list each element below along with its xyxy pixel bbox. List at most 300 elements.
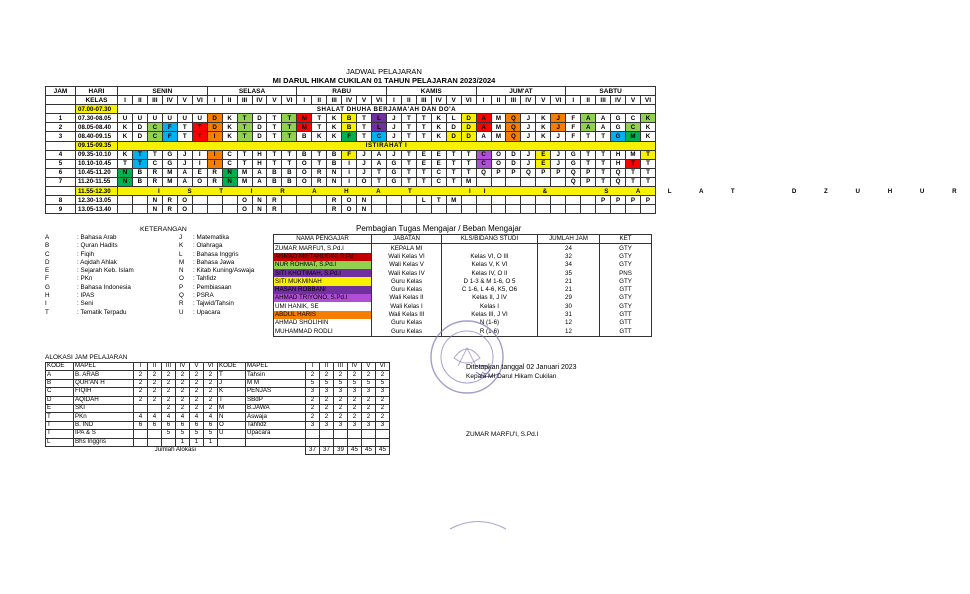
schedule-cell [536, 177, 551, 186]
alokasi-cell: 2 [348, 413, 362, 421]
alokasi-cell: B. IND [74, 421, 134, 429]
alokasi-table [45, 362, 390, 455]
beban-header: JABATAN [372, 235, 442, 244]
jam-number: 3 [46, 132, 76, 141]
schedule-cell: E [431, 150, 446, 159]
schedule-cell: K [312, 132, 327, 141]
teacher-classes: Kelas IV, O II [442, 269, 538, 277]
schedule-cell: T [416, 114, 431, 123]
schedule-cell: R [162, 205, 177, 214]
schedule-cell: B [342, 114, 357, 123]
alokasi-cell: Aswaja [246, 413, 306, 421]
kelas-label: V [536, 96, 551, 105]
alokasi-cell: 3 [348, 421, 362, 429]
keterangan-row [45, 275, 254, 283]
schedule-cell: T [401, 132, 416, 141]
schedule-cell: M [461, 177, 476, 186]
teacher-hours: 29 [538, 294, 600, 302]
schedule-cell: J [521, 150, 536, 159]
schedule-cell: R [147, 168, 162, 177]
alokasi-cell: 2 [204, 388, 218, 396]
schedule-cell: O [357, 177, 372, 186]
alokasi-cell: D [46, 396, 74, 404]
alokasi-cell: T [46, 413, 74, 421]
alokasi-cell: 2 [148, 388, 162, 396]
schedule-cell: F [162, 132, 177, 141]
schedule-cell [640, 205, 655, 214]
schedule-cell: J [386, 132, 401, 141]
teacher-classes [442, 244, 538, 253]
alokasi-cell: T [46, 430, 74, 438]
teacher-classes: Kelas I [442, 302, 538, 310]
alokasi-cell: 2 [162, 371, 176, 379]
schedule-cell: C [147, 123, 162, 132]
alokasi-cell [162, 438, 176, 446]
alokasi-cell: 2 [134, 379, 148, 387]
schedule-cell: B [297, 150, 312, 159]
alokasi-cell: 2 [334, 413, 348, 421]
teacher-role: Wali Kelas II [372, 294, 442, 302]
schedule-cell: M [491, 123, 506, 132]
schedule-cell: K [222, 114, 237, 123]
alokasi-cell: PKn [74, 413, 134, 421]
schedule-cell: T [431, 196, 446, 205]
alokasi-cell: 3 [320, 388, 334, 396]
keterangan-subject: : Bahasa Inggris [193, 250, 239, 258]
keterangan-subject: : Tajwid/Tahsin [193, 300, 234, 308]
alokasi-cell: T [46, 421, 74, 429]
schedule-cell: O [237, 196, 252, 205]
keterangan-code: B [45, 242, 50, 250]
alokasi-cell: 5 [348, 379, 362, 387]
alokasi-header: IV [348, 363, 362, 371]
alokasi-cell: 2 [376, 413, 390, 421]
schedule-cell: P [596, 196, 611, 205]
header-day: SENIN [118, 87, 208, 96]
schedule-cell: J [386, 123, 401, 132]
alokasi-cell: 2 [204, 404, 218, 412]
teacher-name: HASAN ROBBANI [274, 286, 372, 294]
page-title: JADWAL PELAJARAN [346, 67, 422, 76]
alokasi-cell: 3 [334, 421, 348, 429]
jam-number: 1 [46, 114, 76, 123]
keterangan-row [45, 242, 254, 250]
schedule-cell: T [237, 123, 252, 132]
alokasi-cell: 2 [162, 396, 176, 404]
alokasi-cell: N [218, 413, 246, 421]
schedule-cell: C [372, 132, 387, 141]
alokasi-header: KODE [218, 363, 246, 371]
keterangan-code: R [179, 300, 184, 308]
alokasi-cell: 6 [204, 421, 218, 429]
alokasi-total-label: Jumlah Alokasi [154, 446, 196, 454]
schedule-cell [551, 196, 566, 205]
schedule-cell: L [446, 114, 461, 123]
schedule-cell: T [581, 150, 596, 159]
schedule-cell: T [640, 168, 655, 177]
schedule-cell [431, 205, 446, 214]
alokasi-cell: 5 [190, 430, 204, 438]
alokasi-cell: 2 [190, 371, 204, 379]
alokasi-cell: 2 [134, 388, 148, 396]
schedule-cell: J [521, 123, 536, 132]
alokasi-cell [348, 430, 362, 438]
teacher-role: Wali Kelas IV [372, 269, 442, 277]
schedule-cell [118, 196, 133, 205]
schedule-cell: T [267, 150, 282, 159]
alokasi-cell: 2 [190, 379, 204, 387]
teacher-role: Guru Kelas [372, 277, 442, 285]
schedule-cell: F [566, 132, 581, 141]
schedule-cell: B [327, 150, 342, 159]
schedule-cell: B [282, 177, 297, 186]
schedule-cell: T [461, 159, 476, 168]
schedule-cell: E [536, 150, 551, 159]
schedule-cell: F [566, 123, 581, 132]
keterangan-subject: : Kitab Kuning/Aswaja [193, 267, 255, 275]
schedule-cell: H [611, 150, 626, 159]
schedule-cell [521, 177, 536, 186]
schedule-cell: T [446, 159, 461, 168]
time-range: 09.15-09.35 [76, 141, 118, 150]
alokasi-cell: 5 [376, 379, 390, 387]
schedule-cell: P [506, 168, 521, 177]
schedule-cell: R [147, 177, 162, 186]
stamp-fragment [448, 518, 508, 530]
alokasi-cell [148, 430, 162, 438]
schedule-cell: T [312, 150, 327, 159]
teacher-name: SITI MUKMINAH [274, 277, 372, 285]
kelas-label: III [416, 96, 431, 105]
alokasi-header: MAPEL [246, 363, 306, 371]
teacher-role: Guru Kelas [372, 319, 442, 327]
schedule-cell [536, 205, 551, 214]
keterangan-subject: : PKn [77, 275, 93, 283]
keterangan-title: KETERANGAN [140, 226, 187, 233]
schedule-cell: D [252, 132, 267, 141]
keterangan-code: D [45, 258, 50, 266]
schedule-cell: T [416, 177, 431, 186]
schedule-cell [312, 205, 327, 214]
alokasi-cell: A [46, 371, 74, 379]
kelas-label: IV [521, 96, 536, 105]
schedule-cell: T [132, 150, 147, 159]
schedule-cell: H [252, 159, 267, 168]
teacher-status: GTT [600, 327, 652, 336]
keterangan-code: A [45, 234, 50, 241]
alokasi-cell [362, 438, 376, 446]
schedule-cell: K [327, 132, 342, 141]
schedule-cell: T [596, 168, 611, 177]
schedule-cell: G [162, 150, 177, 159]
schedule-cell: J [521, 114, 536, 123]
schedule-cell: M [491, 132, 506, 141]
alokasi-cell: 3 [348, 388, 362, 396]
beban-header: KLS/BIDANG STUDI [442, 235, 538, 244]
keterangan-subject: : Sejarah Keb. Islam [77, 267, 134, 275]
schedule-cell: C [431, 168, 446, 177]
alokasi-total: 45 [362, 446, 376, 454]
kelas-label: III [237, 96, 252, 105]
schedule-cell: I [192, 150, 207, 159]
schedule-cell: O [237, 205, 252, 214]
schedule-cell: K [222, 132, 237, 141]
schedule-cell: T [192, 123, 207, 132]
kelas-label: II [491, 96, 506, 105]
keterangan-subject: : Quran Hadits [77, 242, 118, 250]
schedule-cell: N [222, 177, 237, 186]
schedule-cell: A [596, 114, 611, 123]
schedule-cell: O [491, 150, 506, 159]
schedule-cell: A [372, 159, 387, 168]
schedule-cell: T [118, 159, 133, 168]
schedule-cell: T [177, 132, 192, 141]
keterangan-code: C [45, 250, 50, 258]
alokasi-cell: 4 [204, 413, 218, 421]
schedule-cell: A [177, 168, 192, 177]
teacher-role: Guru Kelas [372, 327, 442, 336]
teacher-classes: C 1-6, L 4-6, K5, O6 [442, 286, 538, 294]
jam-number [46, 105, 76, 114]
schedule-cell: J [357, 159, 372, 168]
schedule-cell: J [551, 123, 566, 132]
schedule-cell: M [446, 196, 461, 205]
jam-number [46, 187, 76, 196]
time-range: 07.30-08.05 [76, 114, 118, 123]
kelas-label: III [327, 96, 342, 105]
keterangan-code: P [179, 283, 184, 291]
schedule-cell: T [401, 150, 416, 159]
schedule-cell [297, 205, 312, 214]
teacher-hours: 24 [538, 244, 600, 253]
schedule-cell [521, 205, 536, 214]
alokasi-cell: 2 [376, 404, 390, 412]
alokasi-header: III [162, 363, 176, 371]
schedule-cell [282, 205, 297, 214]
teacher-name: NUR ROHMAT, S.Pd.I [274, 261, 372, 269]
header-day: JUM'AT [476, 87, 566, 96]
schedule-cell: T [626, 159, 641, 168]
teacher-status: GTY [600, 253, 652, 261]
alokasi-cell: 6 [162, 421, 176, 429]
alokasi-cell: 2 [148, 396, 162, 404]
schedule-cell: T [132, 159, 147, 168]
beban-header: NAMA PENGAJAR [274, 235, 372, 244]
schedule-cell: F [342, 132, 357, 141]
alokasi-cell: 2 [204, 379, 218, 387]
alokasi-cell: B.JAWA [246, 404, 306, 412]
alokasi-cell: 6 [190, 421, 204, 429]
schedule-cell: T [237, 132, 252, 141]
alokasi-cell: SKI [74, 404, 134, 412]
alokasi-header: KODE [46, 363, 74, 371]
time-range: 12.30-13.05 [76, 196, 118, 205]
schedule-cell: T [640, 159, 655, 168]
header-jam: JAM [46, 87, 76, 96]
schedule-cell: M [162, 168, 177, 177]
alokasi-cell: 4 [148, 413, 162, 421]
schedule-cell [596, 205, 611, 214]
schedule-cell: I [192, 159, 207, 168]
schedule-cell: M [162, 177, 177, 186]
schedule-cell: O [177, 196, 192, 205]
schedule-cell: J [177, 150, 192, 159]
alokasi-cell: M M [246, 379, 306, 387]
kelas-label: II [401, 96, 416, 105]
schedule-cell: G [386, 177, 401, 186]
schedule-cell: L [372, 114, 387, 123]
teacher-classes: Kelas V, K VI [442, 261, 538, 269]
schedule-cell: K [118, 150, 133, 159]
schedule-cell: D [207, 123, 222, 132]
teacher-classes: Kelas VI, O III [442, 253, 538, 261]
schedule-cell: C [476, 150, 491, 159]
schedule-cell: C [626, 123, 641, 132]
alokasi-cell: Tahsin [246, 371, 306, 379]
time-range: 11.55-12.30 [76, 187, 118, 196]
alokasi-cell [320, 430, 334, 438]
schedule-table [45, 86, 970, 214]
header-blank [46, 96, 76, 105]
schedule-cell [581, 196, 596, 205]
teacher-hours: 31 [538, 311, 600, 319]
kelas-label: I [297, 96, 312, 105]
schedule-cell: B [327, 159, 342, 168]
schedule-cell [581, 205, 596, 214]
schedule-cell: M [237, 177, 252, 186]
jam-number: 4 [46, 150, 76, 159]
keterangan-subject: : Seni [77, 300, 94, 308]
schedule-cell: C [147, 159, 162, 168]
jam-number: 8 [46, 196, 76, 205]
alokasi-cell: 2 [162, 404, 176, 412]
keterangan-code: L [179, 250, 183, 258]
alokasi-cell: 6 [148, 421, 162, 429]
schedule-cell: J [386, 150, 401, 159]
alokasi-cell: 2 [162, 379, 176, 387]
kelas-label: II [222, 96, 237, 105]
schedule-cell: U [132, 114, 147, 123]
schedule-cell [386, 205, 401, 214]
keterangan-code: G [45, 283, 50, 291]
alokasi-cell: 2 [176, 371, 190, 379]
schedule-cell: D [506, 150, 521, 159]
schedule-cell: D [252, 123, 267, 132]
alokasi-cell [148, 438, 162, 446]
schedule-cell: R [207, 177, 222, 186]
schedule-cell: R [312, 168, 327, 177]
schedule-cell: N [118, 168, 133, 177]
alokasi-cell [218, 438, 246, 446]
teacher-name: MUHAMMAD RODLI [274, 327, 372, 336]
schedule-cell: O [297, 159, 312, 168]
schedule-cell: L [372, 123, 387, 132]
kelas-label: I [207, 96, 222, 105]
schedule-cell: T [596, 177, 611, 186]
header-kelas: KELAS [76, 96, 118, 105]
schedule-cell [551, 177, 566, 186]
alokasi-cell: SBdP [246, 396, 306, 404]
schedule-cell: Q [506, 132, 521, 141]
alokasi-cell: 2 [362, 404, 376, 412]
alokasi-cell: L [46, 438, 74, 446]
schedule-cell [506, 177, 521, 186]
alokasi-cell: 3 [334, 388, 348, 396]
schedule-cell: E [536, 159, 551, 168]
teacher-name: AHMAD TRIYONO, S.Pd.I [274, 294, 372, 302]
schedule-cell: A [177, 177, 192, 186]
schedule-cell: T [282, 114, 297, 123]
alokasi-cell: 4 [176, 413, 190, 421]
schedule-cell: T [282, 150, 297, 159]
kelas-label: IV [162, 96, 177, 105]
kelas-label: VI [282, 96, 297, 105]
alokasi-cell: Bhs Inggris [74, 438, 134, 446]
keterangan-row [45, 284, 254, 292]
schedule-cell: T [626, 177, 641, 186]
kelas-label: V [177, 96, 192, 105]
schedule-cell: K [431, 132, 446, 141]
schedule-cell [132, 205, 147, 214]
schedule-cell: T [401, 168, 416, 177]
alokasi-cell: K [218, 388, 246, 396]
schedule-cell: I [342, 159, 357, 168]
schedule-cell: R [327, 205, 342, 214]
alokasi-cell: 5 [306, 379, 320, 387]
schedule-cell [192, 196, 207, 205]
page-subtitle: MI DARUL HIKAM CUKILAN 01 TAHUN PELAJARAN 2023/2024 [272, 76, 496, 85]
schedule-cell: O [342, 205, 357, 214]
schedule-cell: U [177, 114, 192, 123]
schedule-cell: M [297, 123, 312, 132]
schedule-cell: Q [566, 168, 581, 177]
kelas-label: VI [461, 96, 476, 105]
teacher-role: KEPALA MI [372, 244, 442, 253]
alokasi-cell: 2 [320, 371, 334, 379]
alokasi-cell: 2 [306, 396, 320, 404]
schedule-cell: D [461, 123, 476, 132]
schedule-cell [491, 177, 506, 186]
alokasi-cell [306, 430, 320, 438]
keterangan-code: O [179, 275, 184, 283]
schedule-cell: O [297, 168, 312, 177]
time-range: 13.05-13.40 [76, 205, 118, 214]
teacher-status: GTY [600, 277, 652, 285]
alokasi-header: IV [176, 363, 190, 371]
time-range: 09.35-10.10 [76, 150, 118, 159]
schedule-cell: K [640, 132, 655, 141]
keterangan-subject: : Tahfidz [193, 275, 217, 283]
schedule-cell [372, 196, 387, 205]
keterangan-code: U [179, 308, 184, 316]
schedule-cell: D [132, 132, 147, 141]
schedule-cell [446, 205, 461, 214]
kelas-label: IV [252, 96, 267, 105]
alokasi-cell: 2 [362, 396, 376, 404]
schedule-cell: T [282, 132, 297, 141]
schedule-cell: M [491, 114, 506, 123]
schedule-cell: E [416, 150, 431, 159]
schedule-cell: T [192, 132, 207, 141]
keterangan-subject: : Tematik Terpadu [77, 308, 127, 316]
schedule-cell: N [147, 196, 162, 205]
alokasi-cell: PENJAS [246, 388, 306, 396]
schedule-cell: D [132, 123, 147, 132]
schedule-cell: T [267, 114, 282, 123]
alokasi-cell [376, 430, 390, 438]
schedule-cell: P [551, 168, 566, 177]
schedule-cell: R [312, 177, 327, 186]
